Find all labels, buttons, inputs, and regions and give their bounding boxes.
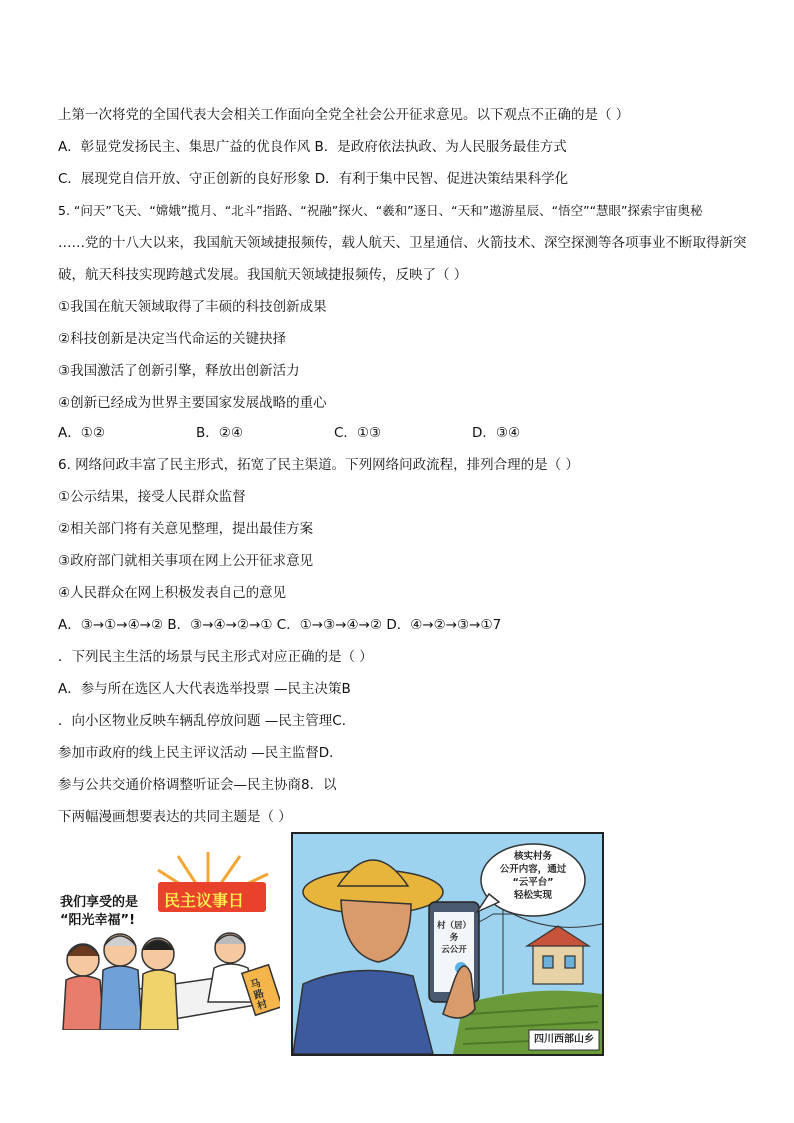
question-8-stem: 下两幅漫画想要表达的共同主题是（ ） bbox=[58, 809, 292, 825]
option-line: C．展现党自信开放、守正创新的良好形象 D．有利于集中民智、促进决策结果科学化 bbox=[58, 171, 569, 187]
text-line: ．向小区物业反映车辆乱停放问题 —民主管理C． bbox=[58, 713, 356, 729]
text-line: 参与公共交通价格调整听证会—民主协商8．以 bbox=[58, 777, 337, 793]
cartoon-cloud-platform bbox=[291, 832, 604, 1056]
cartoon-democracy-day bbox=[58, 852, 280, 1030]
text-line: A．参与所在选区人大代表选举投票 —民主决策B bbox=[58, 681, 351, 697]
banner-text: 民主议事日 bbox=[164, 891, 245, 910]
option-b: B．②④ bbox=[196, 425, 243, 441]
statement-2: ②相关部门将有关意见整理，提出最佳方案 bbox=[58, 521, 314, 537]
phone-screen-text: 村（居）务 云公开 bbox=[436, 921, 471, 955]
statement-4: ④创新已经成为世界主要国家发展战略的重心 bbox=[58, 395, 327, 411]
village-sign-text: 马路村 bbox=[249, 977, 269, 1013]
statement-4: ④人民群众在网上积极发表自己的意见 bbox=[58, 585, 287, 601]
text-line: ……党的十八大以来，我国航天领域捷报频传，载人航天、卫星通信、火箭技术、深空探测等各项事业不断取得新突 bbox=[58, 235, 747, 251]
statement-3: ③政府部门就相关事项在网上公开征求意见 bbox=[58, 553, 314, 569]
corner-label: 四川西部山乡 bbox=[534, 1034, 594, 1045]
statement-1: ①公示结果，接受人民群众监督 bbox=[58, 489, 246, 505]
statement-1: ①我国在航天领域取得了丰硕的科技创新成果 bbox=[58, 299, 327, 315]
statement-3: ③我国激活了创新引擎，释放出创新活力 bbox=[58, 363, 300, 379]
option-line: A．③→①→④→② B．③→④→②→① C．①→③→④→② D．④→②→③→①7 bbox=[58, 617, 502, 633]
option-c: C．①③ bbox=[334, 425, 382, 441]
text-line: 破，航天科技实现跨越式发展。我国航天领域捷报频传，反映了（ ） bbox=[58, 267, 468, 283]
question-5-stem: 5. “问天”飞天、“嫦娥”揽月、“北斗”指路、“祝融”探火、“羲和”逐日、“天和”遨游星辰、“悟空”“慧眼”探索宇宙奥秘 bbox=[58, 203, 703, 218]
text-line: 参加市政府的线上民主评议活动 —民主监督D． bbox=[58, 745, 343, 761]
question-7-stem: ．下列民主生活的场景与民主形式对应正确的是（ ） bbox=[58, 649, 373, 665]
option-a: A．①② bbox=[58, 425, 105, 441]
text-line: 上第一次将党的全国代表大会相关工作面向全党全社会公开征求意见。以下观点不正确的是（ ） bbox=[58, 107, 630, 123]
option-d: D．③④ bbox=[472, 425, 521, 441]
speech-text: 我们享受的是 “阳光幸福”! bbox=[60, 895, 139, 928]
statement-2: ②科技创新是决定当代命运的关键抉择 bbox=[58, 331, 287, 347]
question-6-stem: 6. 网络问政丰富了民主形式，拓宽了民主渠道。下列网络问政流程，排列合理的是（ ） bbox=[58, 457, 579, 473]
bubble-text: 核实村务 公开内容，通过 “云平台” 轻松实现 bbox=[499, 851, 567, 901]
option-line: A．彰显党发扬民主、集思广益的优良作风 B．是政府依法执政、为人民服务最佳方式 bbox=[58, 139, 567, 155]
